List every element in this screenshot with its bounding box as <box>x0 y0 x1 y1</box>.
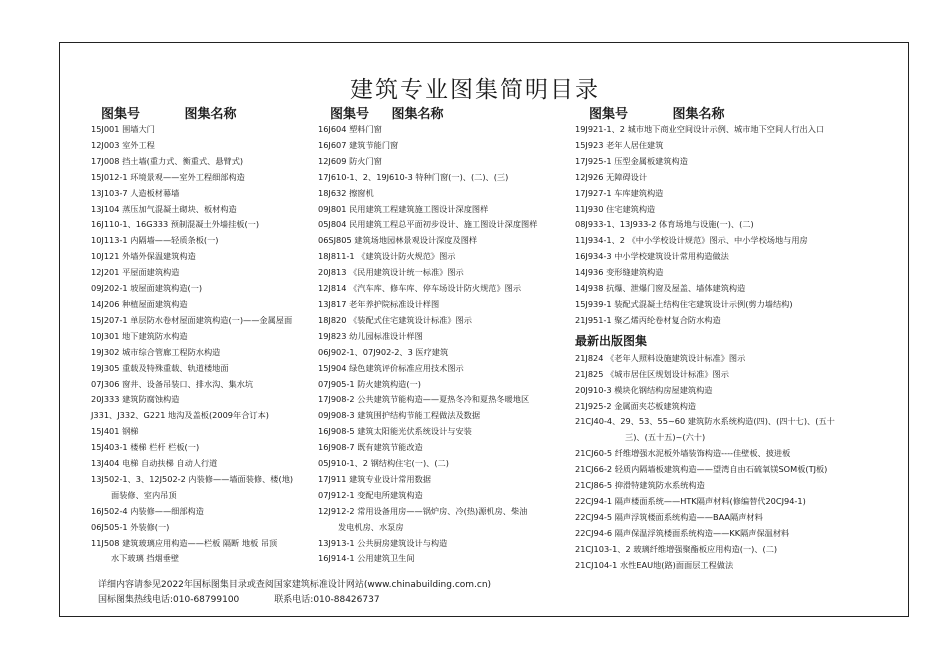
catalog-item: 12J201 平屋面建筑构造 <box>91 267 180 278</box>
catalog-item: 21J925-2 金属面夹芯板建筑构造 <box>575 400 697 411</box>
catalog-item: 17J925-1 压型金属板建筑构造 <box>575 155 688 166</box>
catalog-item: 07J912-1 变配电所建筑构造 <box>318 489 423 500</box>
column-header <box>91 103 323 122</box>
catalog-item-continuation: 面装修、室内吊顶 <box>111 489 177 500</box>
catalog-item: 13J502-1、3、12J502-2 内装修——墙面装修、楼(地) <box>91 473 294 484</box>
catalog-item: 12J912-2 常用设备用房——锅炉房、冷(热)源机房、柴油 <box>318 505 528 516</box>
section-heading-new-releases: 最新出版图集 <box>575 333 648 348</box>
catalog-item: 19J305 重载及特殊重载、轨道楼地面 <box>91 362 229 373</box>
catalog-item: 16J110-1、16G333 预制混凝土外墙挂板(一) <box>91 219 260 230</box>
catalog-item: 09J801 民用建筑工程建筑施工图设计深度图样 <box>318 203 489 214</box>
catalog-item: 17J908-2 公共建筑节能构造——夏热冬冷和夏热冬暖地区 <box>318 394 530 405</box>
catalog-item: 16J502-4 内装修——细部构造 <box>91 505 204 516</box>
catalog-item: 17J927-1 车库建筑构造 <box>575 187 664 198</box>
catalog-item: 14J938 抗爆、泄爆门窗及屋盖、墙体建筑构造 <box>575 283 746 294</box>
catalog-item: 19J823 幼儿园标准设计样图 <box>318 330 423 341</box>
catalog-item: 15J923 老年人居住建筑 <box>575 139 664 150</box>
catalog-item: 08J933-1、13J933-2 体育场地与设施(一)、(二) <box>575 219 754 230</box>
catalog-item: 19J302 城市综合管廊工程防水构造 <box>91 346 221 357</box>
catalog-item: 13J817 老年养护院标准设计样图 <box>318 298 440 309</box>
header-name: 图集名称 <box>184 107 237 122</box>
catalog-item: 07J905-1 防火建筑构造(一) <box>318 378 421 389</box>
catalog-item: 21J824 《老年人照料设施建筑设计标准》图示 <box>575 352 746 363</box>
catalog-item: 06J902-1、07J902-2、3 医疗建筑 <box>318 346 449 357</box>
header-number: 图集号 <box>589 107 629 122</box>
catalog-item-continuation: 三)、(五十五)~(六十) <box>625 432 706 443</box>
catalog-item: 11J930 住宅建筑构造 <box>575 203 656 214</box>
catalog-item: 12J609 防火门窗 <box>318 155 382 166</box>
header-number: 图集号 <box>101 107 141 122</box>
catalog-item: J331、J332、G221 地沟及盖板(2009年合订本) <box>91 410 269 421</box>
catalog-item: 06SJ805 建筑场地园林景观设计深度及图样 <box>318 235 478 246</box>
catalog-item: 07J306 窗井、设备吊装口、排水沟、集水坑 <box>91 378 254 389</box>
footer-contacts <box>98 592 380 605</box>
catalog-column-3 <box>575 103 895 573</box>
catalog-item: 14J206 种植屋面建筑构造 <box>91 298 188 309</box>
catalog-item: 21CJ104-1 水性EAU地(路)面面层工程做法 <box>575 559 734 570</box>
catalog-item: 21CJ103-1、2 玻璃纤维增强聚酯板应用构造(一)、(二) <box>575 543 778 554</box>
catalog-item: 14J936 变形缝建筑构造 <box>575 267 664 278</box>
catalog-item: 15J904 绿色建筑评价标准应用技术图示 <box>318 362 464 373</box>
catalog-item: 05J910-1、2 钢结构住宅(一)、(二) <box>318 458 449 469</box>
header-name: 图集名称 <box>672 107 725 122</box>
page-title: 建筑专业图集简明目录 <box>350 77 600 103</box>
catalog-column-1 <box>91 103 323 567</box>
catalog-item: 11J934-1、2 《中小学校设计规范》图示、中小学校场地与用房 <box>575 235 808 246</box>
catalog-item: 20J910-3 模块化钢结构房屋建筑构造 <box>575 384 713 395</box>
catalog-item: 21J951-1 聚乙烯丙纶卷材复合防水构造 <box>575 314 721 325</box>
catalog-item: 16J908-5 建筑太阳能光伏系统设计与安装 <box>318 426 472 437</box>
catalog-item: 22CJ94-5 隔声浮筑楼面系统构造——BAA隔声材料 <box>575 511 763 522</box>
catalog-item: 15J012-1 环境景观——室外工程细部构造 <box>91 171 245 182</box>
catalog-item: 16J607 建筑节能门窗 <box>318 139 399 150</box>
catalog-item: 21CJ66-2 轻质内隔墙板建筑构造——望湾自由石硫氧镁SOM板(TJ板) <box>575 464 828 475</box>
catalog-item: 19J921-1、2 城市地下商业空间设计示例、城市地下空间人行出入口 <box>575 124 825 134</box>
catalog-item: 21J825 《城市居住区规划设计标准》图示 <box>575 368 729 379</box>
catalog-item: 18J820 《装配式住宅建筑设计标准》图示 <box>318 314 472 325</box>
column-header <box>575 103 895 122</box>
catalog-item: 21CJ40-4、29、53、55~60 建筑防水系统构造(四)、(四十七)、(五十 <box>575 416 835 427</box>
catalog-column-2 <box>318 103 573 567</box>
footer-contact-phone: 联系电话:010-88426737 <box>274 595 380 605</box>
catalog-item: 18J811-1 《建筑设计防火规范》图示 <box>318 251 456 262</box>
catalog-item: 16J908-7 既有建筑节能改造 <box>318 442 423 453</box>
catalog-item: 11J508 建筑玻璃应用构造——栏板 隔断 地板 吊顶 <box>91 537 278 548</box>
catalog-item: 15J001 围墙大门 <box>91 124 155 134</box>
catalog-item: 16J604 塑料门窗 <box>318 124 382 134</box>
catalog-item: 15J939-1 装配式混凝土结构住宅建筑设计示例(剪力墙结构) <box>575 298 793 309</box>
catalog-item: 13J104 蒸压加气混凝土砌块、板材构造 <box>91 203 237 214</box>
catalog-item: 09J908-3 建筑围护结构节能工程做法及数据 <box>318 410 481 421</box>
catalog-item: 17J911 建筑专业设计常用数据 <box>318 473 431 484</box>
catalog-item: 17J008 挡土墙(重力式、衡重式、悬臂式) <box>91 155 244 166</box>
catalog-item: 16J914-1 公用建筑卫生间 <box>318 553 415 564</box>
catalog-item: 09J202-1 坡屋面建筑构造(一) <box>91 283 203 294</box>
catalog-item: 22CJ94-1 隔声楼面系统——HTK隔声材料(修编替代20CJ94-1) <box>575 495 806 506</box>
catalog-item: 13J404 电梯 自动扶梯 自动人行道 <box>91 458 218 469</box>
catalog-item: 15J403-1 楼梯 栏杆 栏板(一) <box>91 442 200 453</box>
catalog-item: 13J103-7 人造板材幕墙 <box>91 187 180 198</box>
column-header <box>318 103 573 122</box>
catalog-item: 12J003 室外工程 <box>91 139 155 150</box>
catalog-item: 10J301 地下建筑防水构造 <box>91 330 188 341</box>
catalog-item: 16J934-3 中小学校建筑设计常用构造做法 <box>575 251 729 262</box>
header-name: 图集名称 <box>391 107 444 122</box>
catalog-item: 20J333 建筑防腐蚀构造 <box>91 394 180 405</box>
catalog-item: 20J813 《民用建筑设计统一标准》图示 <box>318 267 464 278</box>
catalog-item: 21CJ86-5 抑滑特建筑防水系统构造 <box>575 480 705 491</box>
catalog-item-continuation: 发电机房、水泵房 <box>338 521 404 532</box>
catalog-item: 15J207-1 单层防水卷材屋面建筑构造(一)——金属屋面 <box>91 314 293 325</box>
header-number: 图集号 <box>330 107 370 122</box>
catalog-item: 12J814 《汽车库、修车库、停车场设计防火规范》图示 <box>318 283 522 294</box>
catalog-item: 13J913-1 公共厨房建筑设计与构造 <box>318 537 448 548</box>
catalog-item: 21CJ60-5 纤维增强水泥板外墙装饰构造----佳壁板、披进板 <box>575 448 791 459</box>
footer-website-note: 详细内容请参见2022年国标图集目录或查阅国家建筑标准设计网站(www.chinabuilding.com.cn) <box>98 580 492 590</box>
catalog-item: 17J610-1、2、19J610-3 特种门窗(一)、(二)、(三) <box>318 171 509 182</box>
catalog-item: 05J804 民用建筑工程总平面初步设计、施工图设计深度图样 <box>318 219 538 230</box>
catalog-item: 12J926 无障碍设计 <box>575 171 648 182</box>
catalog-item: 22CJ94-6 隔声保温浮筑楼面系统构造——KK隔声保温材料 <box>575 527 790 538</box>
footer-hotline: 国标图集热线电话:010-68799100 <box>98 595 240 605</box>
catalog-item: 18J632 擦窗机 <box>318 187 374 198</box>
catalog-item: 10J113-1 内隔墙——轻质条板(一) <box>91 235 219 246</box>
catalog-item-continuation: 水下玻璃 挡烟垂壁 <box>111 553 180 564</box>
catalog-item: 10J121 外墙外保温建筑构造 <box>91 251 196 262</box>
catalog-item: 06J505-1 外装修(一) <box>91 521 170 532</box>
catalog-item: 15J401 钢梯 <box>91 426 139 437</box>
